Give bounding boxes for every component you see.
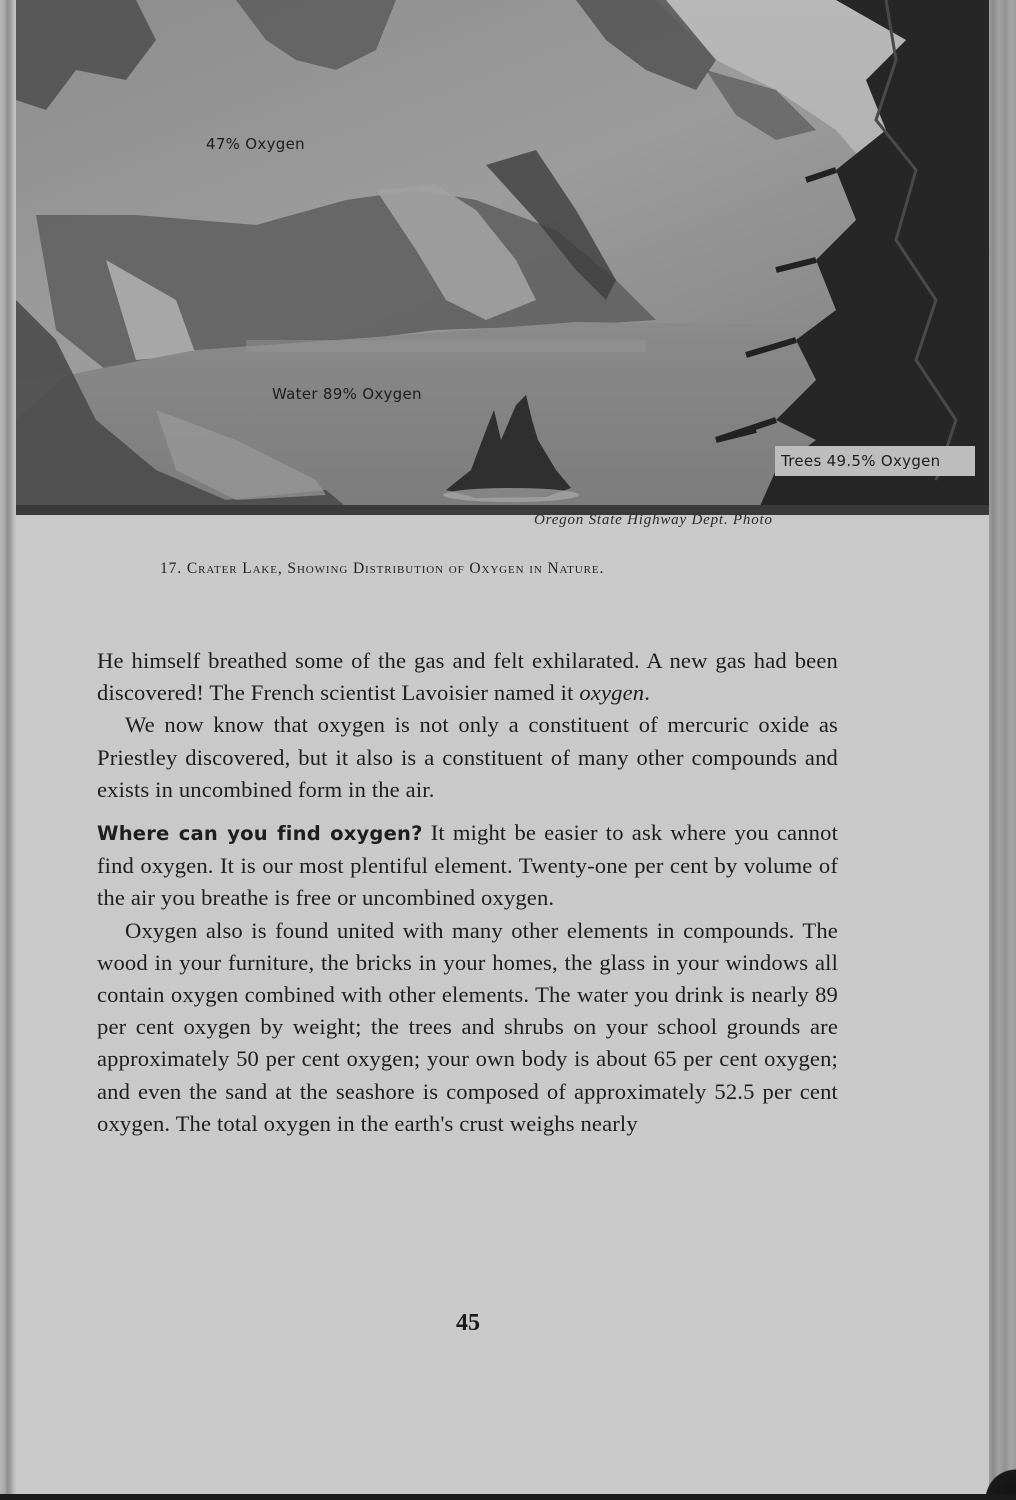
emphasis-oxygen: oxygen — [579, 680, 645, 706]
crater-lake-photo — [16, 0, 989, 515]
rock-oxygen-label: 47% Oxygen — [206, 135, 305, 153]
figure-caption: 17. Crater Lake, Showing Distribution of Oxygen in Nature. — [160, 560, 605, 577]
paragraph-1: He himself breathed some of the gas and felt exhilarated. A new gas had been discovered! The French scientist Lavoisier named it oxygen. — [97, 648, 838, 706]
bottom-edge — [0, 1494, 1016, 1500]
section-heading: Where can you find oxygen? — [97, 822, 423, 846]
crater-lake-illustration — [16, 0, 989, 515]
trees-oxygen-label: Trees 49.5% Oxygen — [775, 446, 975, 476]
page-number: 45 — [456, 1310, 480, 1336]
photo-credit: Oregon State Highway Dept. Photo — [534, 512, 773, 528]
paragraph-4: Oxygen also is found united with many other elements in compounds. The wood in your furniture, the bricks in your homes, the glass in your windows all contain oxygen combined with other elements. The water you drink is nearly 89 per cent oxygen by weight; the trees and shrubs on your school grounds are approximately 50 per cent oxygen; your own body is about 65 per cent oxygen; and even the sand at the seashore is composed of approximately 52.5 per cent oxygen. The total oxygen in the earth's crust weighs nearly — [97, 917, 838, 1136]
book-binding — [0, 0, 16, 1500]
page-edge — [989, 0, 1016, 1500]
paragraph-3: Where can you find oxygen? It might be easier to ask where you cannot find oxygen. It is our most plentiful element. Twenty-one per cent by volume of the air you breathe is free or uncombined oxygen. — [97, 820, 838, 911]
water-oxygen-label: Water 89% Oxygen — [272, 385, 422, 403]
body-text — [97, 645, 838, 1140]
paragraph-2: We now know that oxygen is not only a constituent of mercuric oxide as Priestley discovered, but it also is a constituent of many other compounds and exists in uncombined form in the air. — [97, 712, 838, 802]
